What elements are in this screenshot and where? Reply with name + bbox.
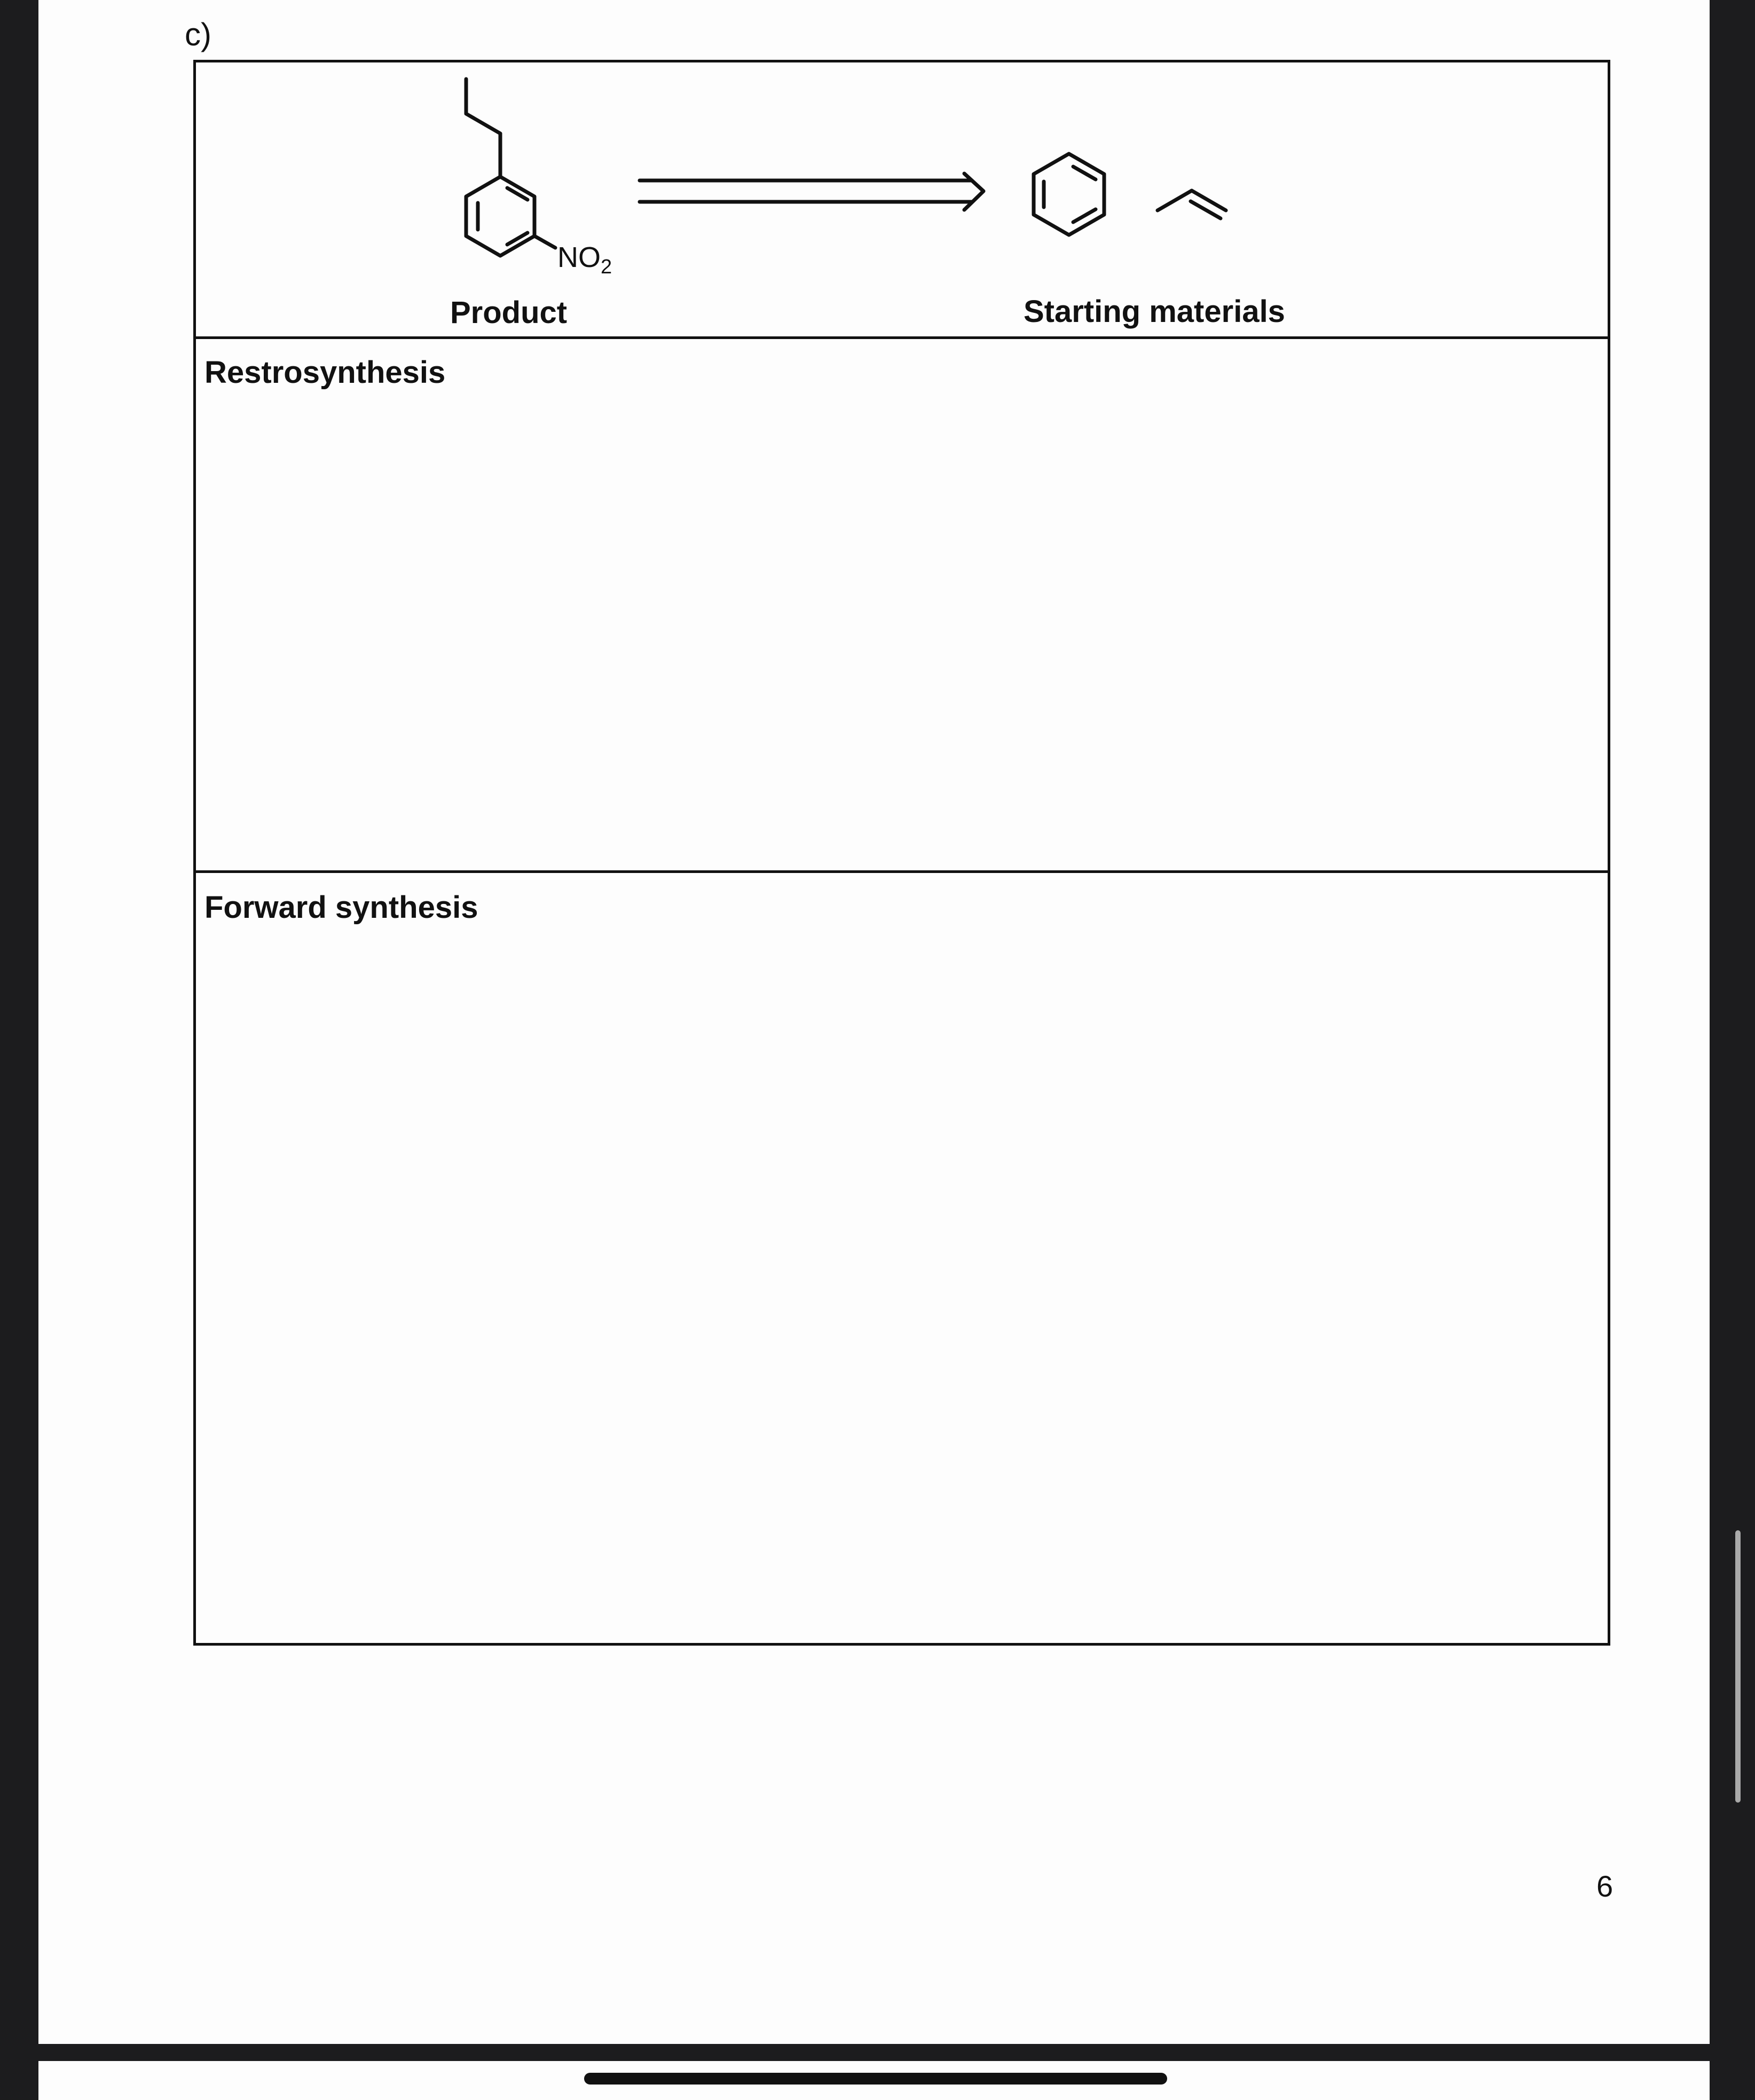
- nitro-bond: [534, 236, 555, 248]
- starting-materials-label: Starting materials: [1024, 294, 1285, 329]
- product-structure: [466, 79, 555, 256]
- forward-synthesis-title: Forward synthesis: [204, 890, 478, 925]
- vertical-scrollbar[interactable]: [1735, 1530, 1741, 1803]
- page-number: 6: [1596, 1869, 1614, 1903]
- retrosynthesis-title: Restrosynthesis: [204, 355, 446, 390]
- home-indicator[interactable]: [584, 2073, 1167, 2085]
- product-label: Product: [450, 295, 568, 330]
- propyl-chain: [466, 79, 500, 177]
- nitro-label: $NO_2$: [557, 241, 612, 278]
- propene-starting-material: [1158, 191, 1226, 218]
- retrosynthesis-arrow: [640, 174, 983, 210]
- question-part-label: c): [185, 17, 211, 52]
- benzene-starting-material: [1034, 154, 1104, 235]
